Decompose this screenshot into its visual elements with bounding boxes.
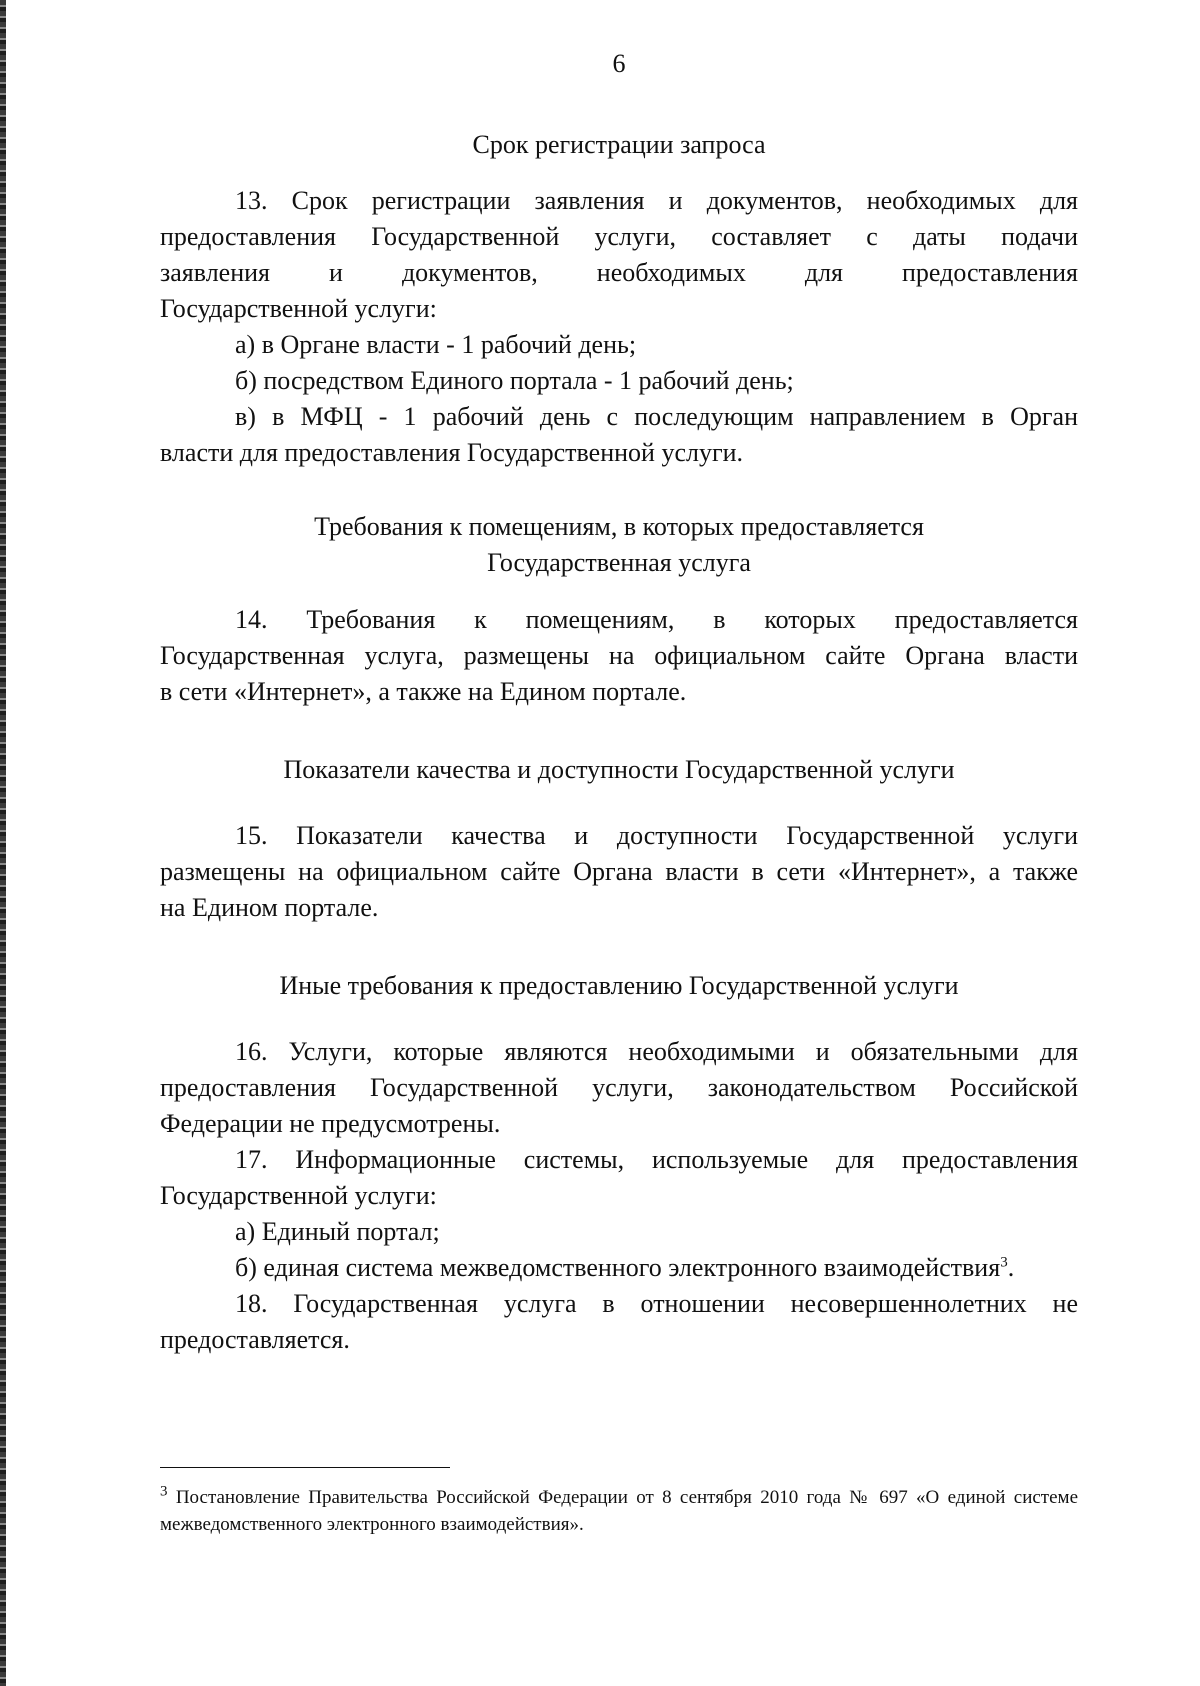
section-heading-other-requirements: Иные требования к предоставлению Государственной услуги (279, 971, 959, 1000)
footnote-ref[interactable]: 3 (1000, 1254, 1008, 1271)
paragraph-13-line: 13. Срок регистрации заявления и документов, необходимых для (235, 186, 1078, 215)
footnote-marker: 3 (160, 1483, 168, 1500)
paragraph-18-line: предоставляется. (160, 1325, 350, 1354)
footnote (160, 1484, 1078, 1538)
footnote-divider (160, 1467, 450, 1468)
section-heading-registration: Срок регистрации запроса (472, 130, 766, 159)
list-item-17b-text: б) единая система межведомственного электронного взаимодействия (235, 1253, 1001, 1282)
paragraph-15-line: 15. Показатели качества и доступности Государственной услуги (235, 821, 1078, 850)
paragraph-17-line: 17. Информационные системы, используемые для предоставления (235, 1145, 1078, 1174)
paragraph-13-line: Государственной услуги: (160, 294, 437, 323)
paragraph-14-line: 14. Требования к помещениям, в которых предоставляется (235, 605, 1078, 634)
paragraph-16-line: Федерации не предусмотрены. (160, 1109, 501, 1138)
list-item-13b: б) посредством Единого портала - 1 рабочий день; (235, 366, 794, 395)
paragraph-18-line: 18. Государственная услуга в отношении несовершеннолетних не (235, 1289, 1078, 1318)
paragraph-16-line: 16. Услуги, которые являются необходимыми и обязательными для (235, 1037, 1078, 1066)
section-heading-quality: Показатели качества и доступности Государственной услуги (283, 755, 955, 784)
paragraph-15-line: размещены на официальном сайте Органа власти в сети «Интернет», а также (160, 857, 1078, 886)
list-item-17b (160, 1250, 1078, 1286)
list-item-13c: в) в МФЦ - 1 рабочий день с последующим направлением в Орган (235, 402, 1078, 431)
paragraph-16-line: предоставления Государственной услуги, законодательством Российской (160, 1073, 1078, 1102)
list-item-17b-end: . (1007, 1253, 1015, 1282)
paragraph-13-line: заявления и документов, необходимых для предоставления (160, 258, 1078, 287)
list-item-13c: власти для предоставления Государственной услуги. (160, 438, 744, 467)
list-item-13a: а) в Органе власти - 1 рабочий день; (235, 330, 637, 359)
paragraph-14-line: Государственная услуга, размещены на официальном сайте Органа власти (160, 641, 1078, 670)
scan-edge (0, 0, 6, 1686)
list-item-17a: а) Единый портал; (235, 1217, 440, 1246)
footnote-text: Постановление Правительства Российской Федерации от 8 сентября 2010 года № 697 «О единой системе межведомственного электронного взаимодействия». (160, 1487, 1078, 1535)
section-heading-premises: Государственная услуга (487, 548, 751, 577)
paragraph-13-line: предоставления Государственной услуги, составляет с даты подачи (160, 222, 1078, 251)
page-number: 6 (612, 49, 626, 78)
paragraph-14-line: в сети «Интернет», а также на Едином портале. (160, 677, 687, 706)
paragraph-15-line: на Едином портале. (160, 893, 379, 922)
section-heading-premises: Требования к помещениям, в которых предоставляется (314, 512, 924, 541)
paragraph-17-line: Государственной услуги: (160, 1181, 437, 1210)
